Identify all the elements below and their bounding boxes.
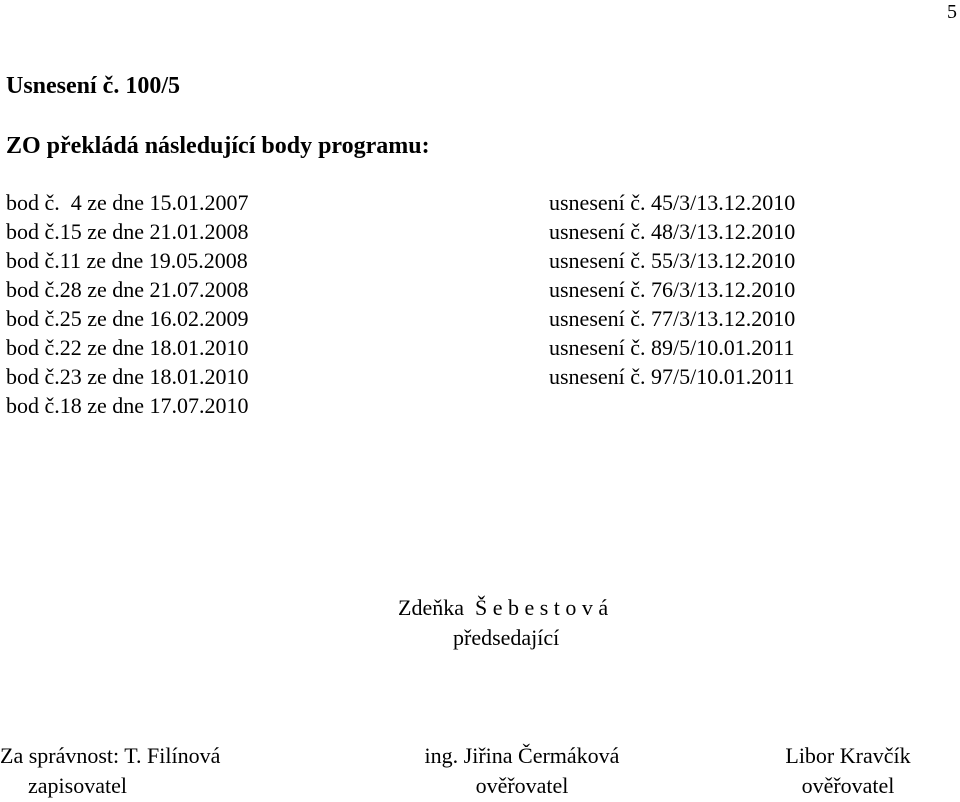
signatory-role: ověřovatel — [801, 773, 895, 798]
chairperson-name: Zdeňka Š e b e s t o v á — [398, 595, 609, 620]
list-item — [6, 279, 906, 308]
resolution-reference: usnesení č. 89/5/10.01.2011 — [549, 335, 795, 360]
signature-verifier-2 — [766, 745, 930, 797]
list-item — [6, 308, 906, 337]
agenda-item-reference: bod č. 4 ze dne 15.01.2007 — [6, 190, 249, 215]
chairperson-role: předsedající — [453, 625, 560, 650]
resolution-reference: usnesení č. 45/3/13.12.2010 — [549, 190, 796, 215]
resolution-reference: usnesení č. 97/5/10.01.2011 — [549, 364, 795, 389]
signatory-role: zapisovatel — [28, 773, 127, 798]
list-item — [6, 221, 906, 250]
resolution-reference: usnesení č. 76/3/13.12.2010 — [549, 277, 796, 302]
agenda-item-reference: bod č.23 ze dne 18.01.2010 — [6, 364, 249, 389]
list-item — [6, 250, 906, 279]
agenda-item-reference: bod č.28 ze dne 21.07.2008 — [6, 277, 249, 302]
agenda-item-list — [6, 192, 906, 424]
agenda-item-reference: bod č.18 ze dne 17.07.2010 — [6, 393, 249, 418]
page-number: 5 — [947, 1, 957, 23]
agenda-item-reference: bod č.11 ze dne 19.05.2008 — [6, 248, 248, 273]
list-item — [6, 395, 906, 424]
list-item — [6, 192, 906, 221]
agenda-item-reference: bod č.15 ze dne 21.01.2008 — [6, 219, 249, 244]
resolution-title: Usnesení č. 100/5 — [6, 73, 180, 99]
signatory-name: ing. Jiřina Čermáková — [424, 743, 620, 768]
list-item — [6, 366, 906, 395]
signature-verifier-1 — [406, 745, 638, 797]
signatory-name: Libor Kravčík — [785, 743, 911, 768]
agenda-item-reference: bod č.25 ze dne 16.02.2009 — [6, 306, 249, 331]
resolution-reference: usnesení č. 48/3/13.12.2010 — [549, 219, 796, 244]
resolution-reference: usnesení č. 77/3/13.12.2010 — [549, 306, 796, 331]
list-item — [6, 337, 906, 366]
signature-recorder — [0, 743, 221, 798]
signatory-role: ověřovatel — [475, 773, 569, 798]
signatory-name: Za správnost: T. Filínová — [0, 743, 221, 768]
agenda-item-reference: bod č.22 ze dne 18.01.2010 — [6, 335, 249, 360]
intro-text: ZO překládá následující body programu: — [6, 133, 430, 159]
resolution-reference: usnesení č. 55/3/13.12.2010 — [549, 248, 796, 273]
